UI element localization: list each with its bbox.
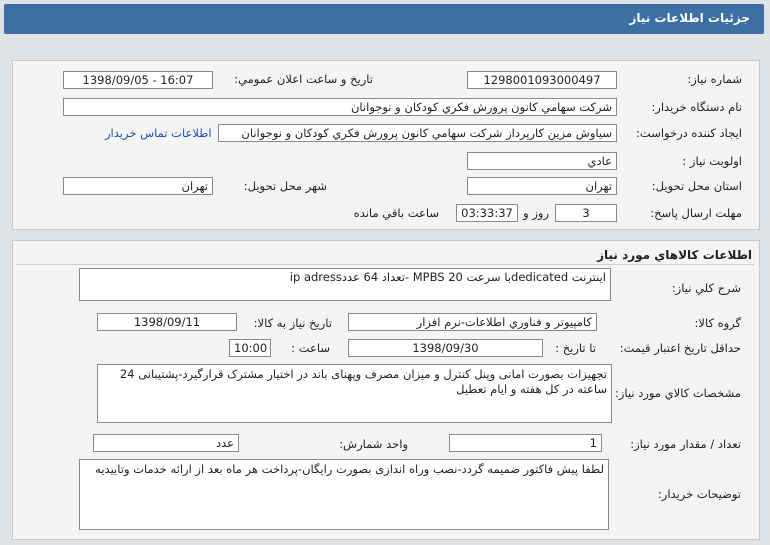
buyer-notes-label: توضيحات خريدار: bbox=[657, 487, 741, 501]
priority-field[interactable]: عادي bbox=[467, 152, 617, 170]
goods-group-field[interactable]: کامپيوتر و فناوري اطلاعات-نرم افزار bbox=[348, 313, 597, 331]
until-date-label: تا تاريخ : bbox=[555, 341, 596, 355]
delivery-city-field[interactable]: تهران bbox=[63, 177, 213, 195]
goods-section-divider bbox=[16, 264, 754, 265]
delivery-city-label: شهر محل تحويل: bbox=[243, 179, 327, 193]
validity-hour-field[interactable]: 10:00 bbox=[229, 339, 271, 357]
deadline-label: مهلت ارسال پاسخ: bbox=[650, 206, 742, 220]
need-summary-field[interactable]: اینترنت dedicatedبا سرعت 20 MPBS -تعداد 64 عددip adress bbox=[79, 268, 611, 301]
days-and-label: روز و bbox=[523, 206, 549, 220]
min-price-validity-label: حداقل تاريخ اعتبار قيمت: bbox=[619, 341, 741, 355]
goods-specs-label: مشخصات کالاي مورد نياز: bbox=[614, 386, 741, 400]
validity-hour-label: ساعت : bbox=[291, 341, 330, 355]
until-date-field[interactable]: 1398/09/30 bbox=[348, 339, 543, 357]
buyer-org-field[interactable]: شرکت سهامي کانون پرورش فکري کودکان و نوجوانان bbox=[63, 98, 617, 116]
buyer-notes-field[interactable]: لطفا پیش فاکتور ضمیمه گردد-نصب وراه اندازی بصورت رایگان-پرداخت هر ماه بعد از ارائه خدمات وتاییدیه bbox=[79, 459, 609, 530]
remaining-time-label: ساعت باقي مانده bbox=[353, 206, 439, 220]
need-number-field[interactable]: 1298001093000497 bbox=[467, 71, 617, 89]
request-creator-field[interactable]: سياوش مزين کارپرداز شرکت سهامي کانون پرورش فکري کودکان و نوجوانان bbox=[218, 124, 617, 142]
request-creator-label: ايجاد کننده درخواست: bbox=[636, 126, 742, 140]
page-title-bar bbox=[4, 4, 764, 34]
need-summary-label: شرح کلي نياز: bbox=[671, 281, 741, 295]
need-info-panel bbox=[12, 60, 760, 230]
deadline-time-field[interactable]: 03:33:37 bbox=[456, 204, 518, 222]
need-date-label: تاريخ نياز به کالا: bbox=[253, 316, 332, 330]
delivery-province-label: استان محل تحويل: bbox=[651, 179, 742, 193]
need-number-label: شماره نياز: bbox=[687, 72, 742, 86]
need-date-field[interactable]: 1398/09/11 bbox=[97, 313, 237, 331]
priority-label: اولويت نياز : bbox=[682, 154, 742, 168]
page-title: جزئيات اطلاعات نياز bbox=[629, 11, 750, 25]
deadline-days-field[interactable]: 3 bbox=[555, 204, 617, 222]
goods-group-label: گروه کالا: bbox=[694, 316, 741, 330]
quantity-field[interactable]: 1 bbox=[449, 434, 602, 452]
goods-section-title: اطلاعات کالاهاي مورد نياز bbox=[597, 248, 752, 262]
unit-field[interactable]: عدد bbox=[93, 434, 239, 452]
announce-date-field[interactable]: 1398/09/05 - 16:07 bbox=[63, 71, 213, 89]
delivery-province-field[interactable]: تهران bbox=[467, 177, 617, 195]
buyer-contact-link[interactable]: اطلاعات تماس خريدار bbox=[105, 126, 212, 140]
announce-date-label: تاريخ و ساعت اعلان عمومي: bbox=[234, 72, 373, 86]
unit-label: واحد شمارش: bbox=[339, 437, 408, 451]
goods-specs-field[interactable]: تجهیزات بصورت امانی وپنل کنترل و میزان مصرف وپهنای باند در اختیار مشترک قرارگیرد-پشتیبانی 24 ساعته در کل هفته و ایام تعطیل bbox=[97, 364, 612, 423]
buyer-org-label: نام دستگاه خريدار: bbox=[651, 100, 742, 114]
quantity-label: تعداد / مقدار مورد نياز: bbox=[630, 437, 741, 451]
